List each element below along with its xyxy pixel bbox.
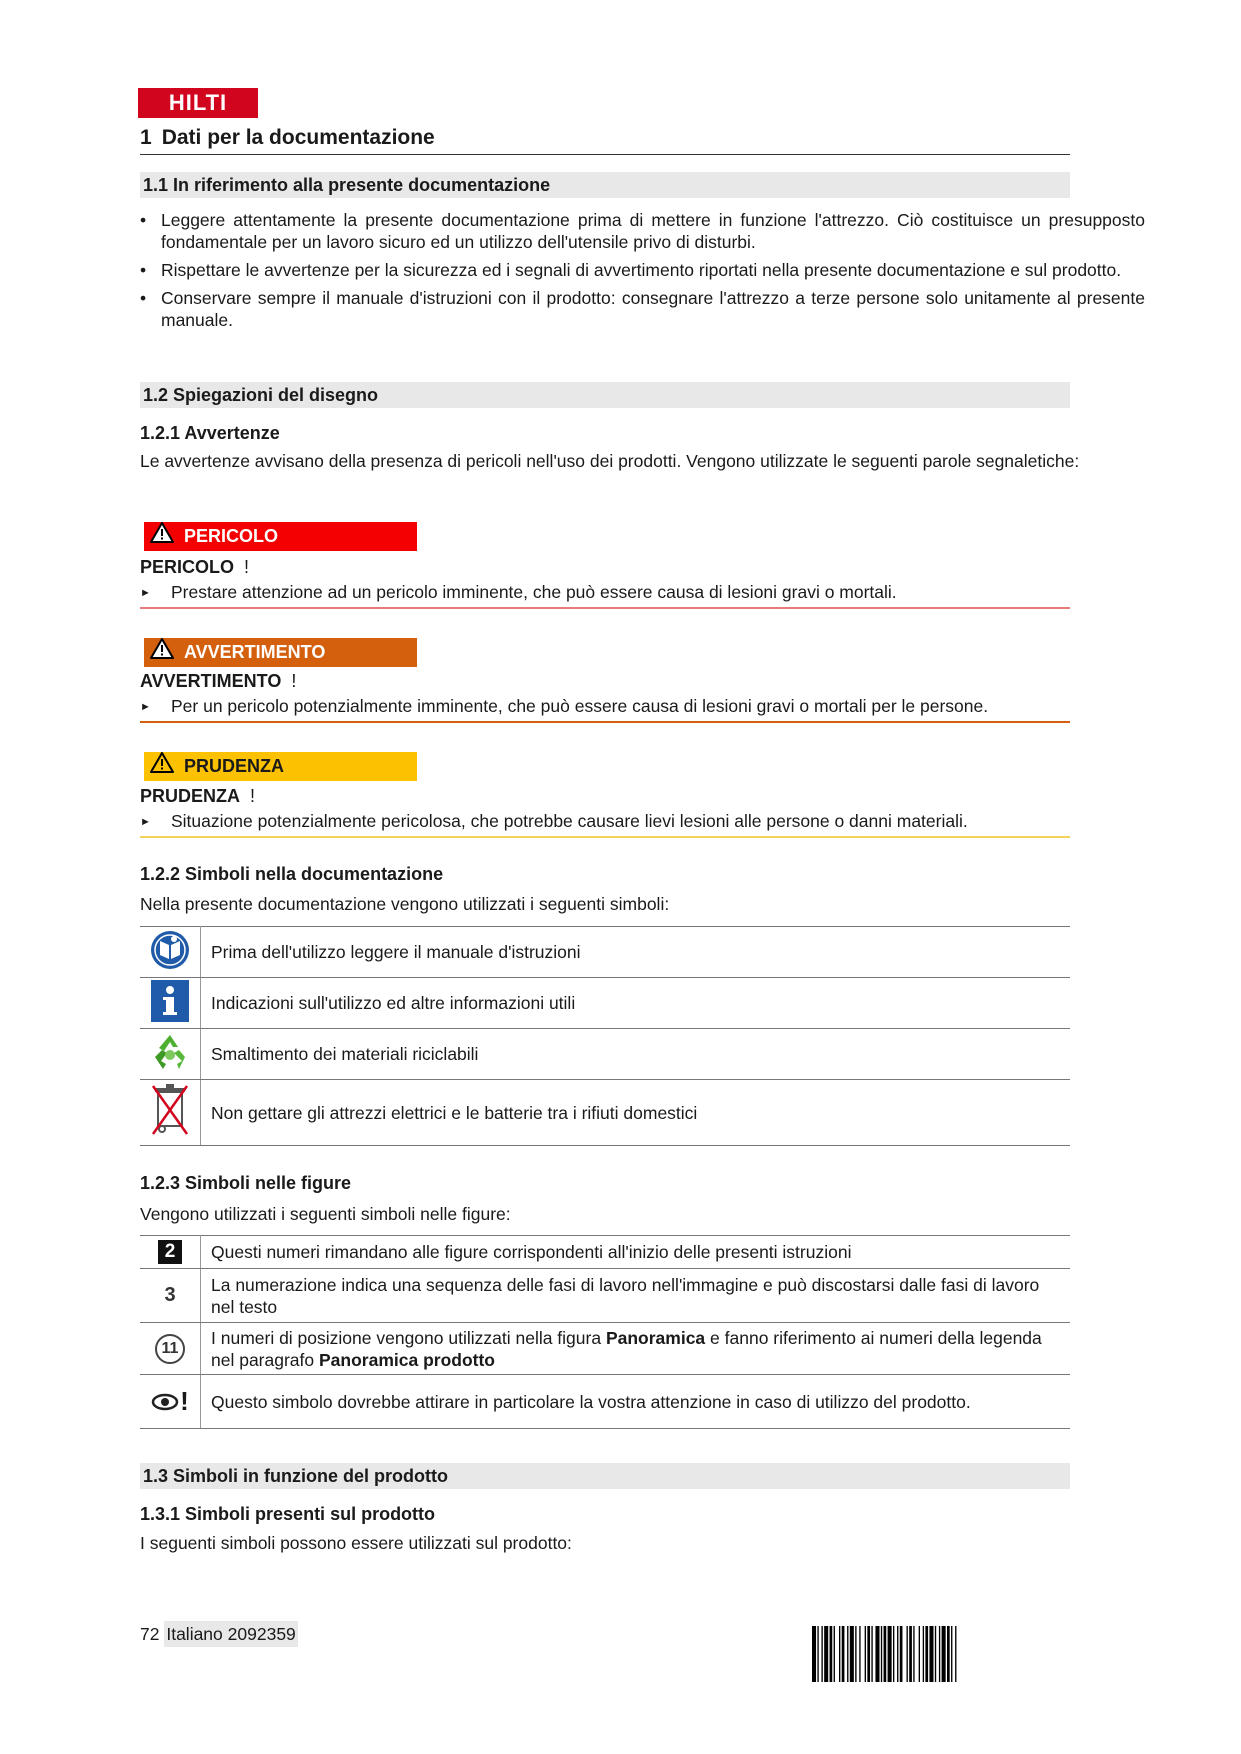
signal-word: PERICOLO <box>140 557 235 577</box>
warning-text: Prestare attenzione ad un pericolo imminente, che può essere causa di lesioni gravi o mortali. <box>171 582 897 602</box>
symbol-description: La numerazione indica una sequenza delle fasi di lavoro nell'immagine e può discostarsi dalle fasi di lavoro nel testo <box>201 1269 1071 1323</box>
language-text: Italiano <box>166 1624 223 1644</box>
description-bold: Panoramica <box>605 1327 706 1348</box>
caution-badge-label: PRUDENZA <box>184 756 285 776</box>
symbol-description <box>201 1323 1071 1375</box>
document-code: 2092359 <box>227 1624 296 1644</box>
symbol-cell <box>140 1236 201 1269</box>
table-row <box>140 978 1070 1029</box>
symbol-cell <box>140 1029 201 1080</box>
table-row <box>140 927 1070 978</box>
caution-text-value: Situazione potenzialmente pericolosa, che potrebbe causare lievi lesioni alle persone o danni materiali. <box>171 811 968 831</box>
symbol-description: Questi numeri rimandano alle figure corrispondenti all'inizio delle presenti istruzioni <box>201 1236 1071 1269</box>
arrow-bullet-icon: ► <box>140 816 151 829</box>
signal-word: PRUDENZA <box>140 786 241 806</box>
symbol-cell <box>140 1080 201 1146</box>
caution-signal-word <box>140 786 255 807</box>
section-1-1-heading: 1.1 In riferimento alla presente documentazione <box>140 172 1070 198</box>
warning-badge-label: AVVERTIMENTO <box>184 642 326 662</box>
table-row <box>140 1375 1070 1429</box>
section-1-2-1-intro: Le avvertenze avvisano della presenza di pericoli nell'uso dei prodotti. Vengono utilizzate le seguenti parole segnaletiche: <box>140 451 1080 471</box>
symbol-description: Smaltimento dei materiali riciclabili <box>201 1029 1071 1080</box>
table-row <box>140 1029 1070 1080</box>
page-number: 72 <box>140 1624 160 1644</box>
warning-triangle-icon <box>150 522 174 552</box>
description-bold: Panoramica prodotto <box>319 1349 495 1370</box>
symbol-cell <box>140 927 201 978</box>
section-1-2-2-intro: Nella presente documentazione vengono utilizzati i seguenti simboli: <box>140 894 670 914</box>
figure-number-icon: 2 <box>158 1240 182 1264</box>
symbol-description: Questo simbolo dovrebbe attirare in particolare la vostra attenzione in caso di utilizzo del prodotto. <box>201 1375 1071 1429</box>
danger-text <box>140 582 1070 609</box>
exclamation-mark: ! <box>291 671 297 691</box>
arrow-bullet-icon: ► <box>140 701 151 714</box>
symbol-description: Non gettare gli attrezzi elettrici e le batterie tra i rifiuti domestici <box>201 1080 1071 1146</box>
caution-text <box>140 811 1070 838</box>
warning-triangle-icon <box>150 752 174 782</box>
danger-badge-label: PERICOLO <box>184 526 279 546</box>
chapter-title <box>140 126 1070 155</box>
warning-badge <box>144 638 417 667</box>
figure-symbols-table <box>140 1235 1070 1429</box>
exclamation-mark: ! <box>250 786 256 806</box>
list-item: • Rispettare le avvertenze per la sicurezza ed i segnali di avvertimento riportati nella presente documentazione e sul prodotto. <box>140 259 1145 281</box>
chapter-title-text: Dati per la documentazione <box>161 126 435 149</box>
caution-badge <box>144 752 417 781</box>
hilti-logo: HILTI <box>138 88 258 118</box>
warning-signal-word <box>140 671 296 692</box>
symbol-cell <box>140 1323 201 1375</box>
description-text: I numeri di posizione vengono utilizzati nella figura <box>211 1327 606 1348</box>
section-1-1-list <box>140 209 1145 337</box>
list-item: • Conservare sempre il manuale d'istruzioni con il prodotto: consegnare l'attrezzo a terze persone solo unitamente al presente manuale. <box>140 287 1145 331</box>
symbol-cell <box>140 1269 201 1323</box>
section-1-2-3-intro: Vengono utilizzati i seguenti simboli nelle figure: <box>140 1204 511 1224</box>
signal-word: AVVERTIMENTO <box>140 671 282 691</box>
table-row <box>140 1323 1070 1375</box>
symbol-cell <box>140 1375 201 1429</box>
section-1-2-3-heading: 1.2.3 Simboli nelle figure <box>140 1173 352 1193</box>
warning-text-value: Per un pericolo potenzialmente imminente, che può essere causa di lesioni gravi o mortali per le persone. <box>171 696 989 716</box>
eye-attention-icon <box>151 1386 189 1417</box>
symbol-description: Prima dell'utilizzo leggere il manuale d'istruzioni <box>201 927 1071 978</box>
attention-mark: ! <box>180 1386 189 1416</box>
step-number-icon: 3 <box>164 1284 176 1306</box>
documentation-symbols-table <box>140 926 1070 1146</box>
section-1-3-1-heading: 1.3.1 Simboli presenti sul prodotto <box>140 1504 436 1524</box>
symbol-cell <box>140 978 201 1029</box>
chapter-number: 1 <box>140 126 152 149</box>
danger-signal-word <box>140 557 249 578</box>
page-footer <box>140 1624 298 1645</box>
read-manual-icon <box>149 955 191 975</box>
section-1-2-heading: 1.2 Spiegazioni del disegno <box>140 382 1070 408</box>
recycle-icon <box>149 1057 191 1077</box>
info-icon <box>150 1007 190 1027</box>
section-1-2-1-heading: 1.2.1 Avvertenze <box>140 423 280 443</box>
exclamation-mark: ! <box>244 557 250 577</box>
table-row <box>140 1080 1070 1146</box>
section-1-2-2-heading: 1.2.2 Simboli nella documentazione <box>140 864 444 884</box>
position-number-icon: 11 <box>155 1334 185 1364</box>
danger-badge <box>144 522 417 551</box>
section-1-3-heading: 1.3 Simboli in funzione del prodotto <box>140 1463 1070 1489</box>
list-item: • Leggere attentamente la presente documentazione prima di mettere in funzione l'attrezzo. Ciò costituisce un presupposto fondamentale per un lavoro sicuro ed un utilizzo dell'utensile privo di disturbi. <box>140 209 1145 253</box>
table-row <box>140 1269 1070 1323</box>
arrow-bullet-icon: ► <box>140 587 151 600</box>
crossed-bin-icon <box>150 1122 190 1142</box>
barcode <box>812 1626 1069 1682</box>
table-row <box>140 1236 1070 1269</box>
warning-text <box>140 696 1070 723</box>
language-label <box>164 1621 297 1647</box>
symbol-description: Indicazioni sull'utilizzo ed altre informazioni utili <box>201 978 1071 1029</box>
warning-triangle-icon <box>150 638 174 668</box>
description-text: e fanno riferimento ai numeri della legenda nel paragrafo <box>211 1327 1042 1370</box>
section-1-3-1-intro: I seguenti simboli possono essere utilizzati sul prodotto: <box>140 1533 572 1553</box>
